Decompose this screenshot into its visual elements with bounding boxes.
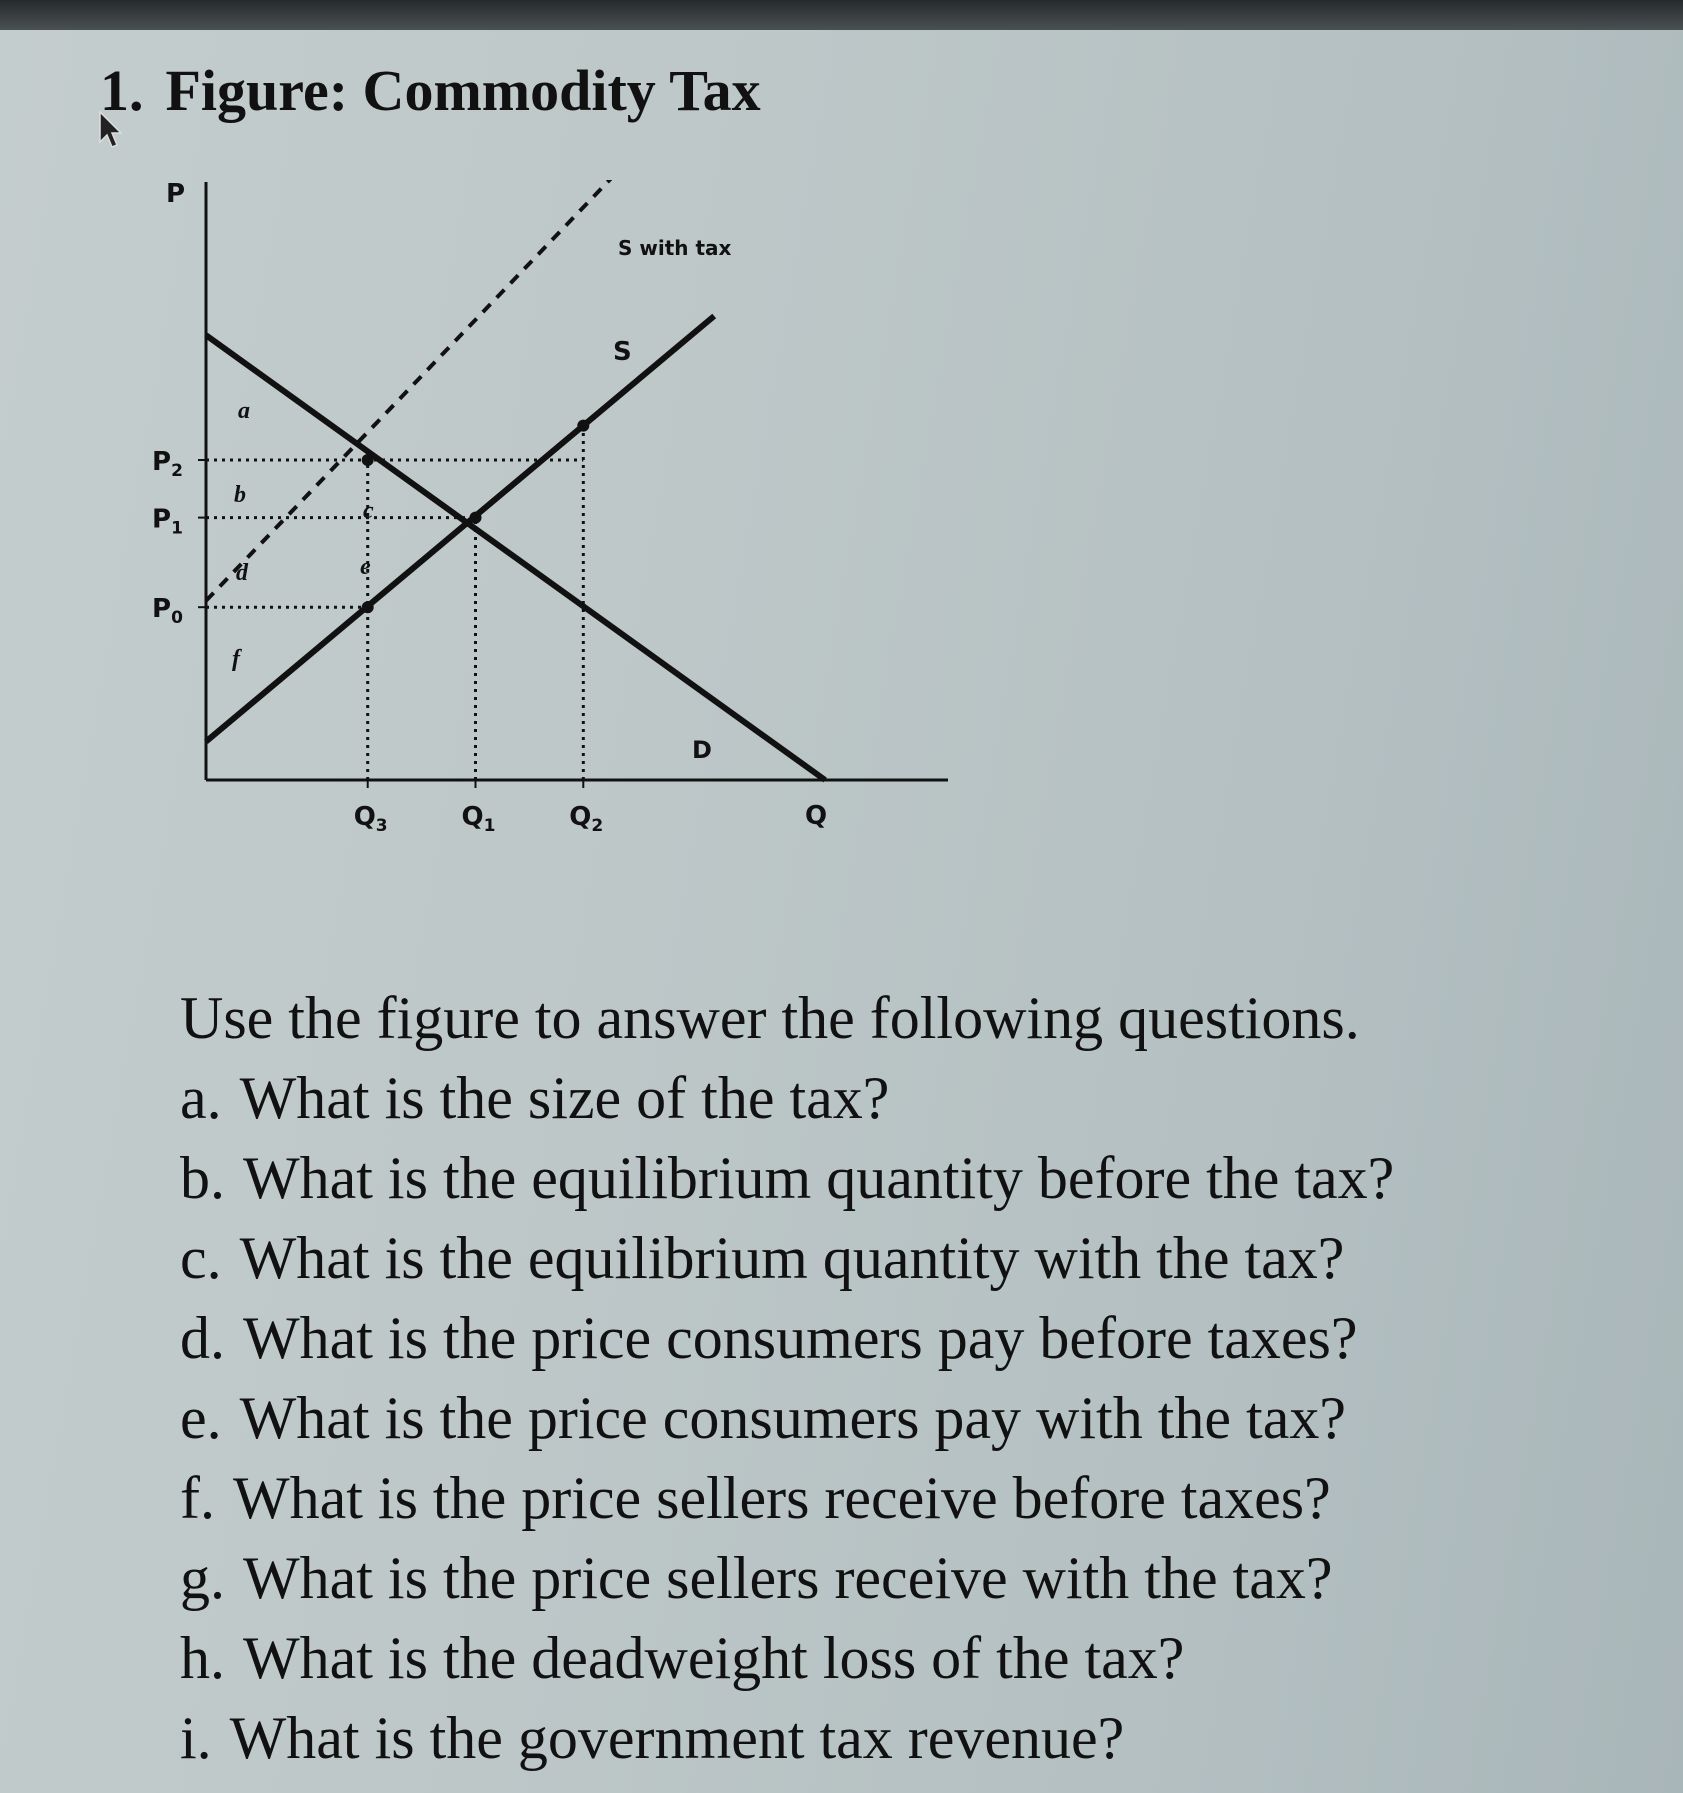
- tick-label-p1: $P_1$: [152, 504, 183, 539]
- demand-label: D: [692, 736, 712, 764]
- question-letter: h.: [180, 1625, 225, 1691]
- area-label-b: b: [234, 482, 246, 508]
- question-letter: f.: [180, 1465, 215, 1531]
- intersection-point: [362, 454, 374, 466]
- question-text: What is the price consumers pay with the tax?: [239, 1385, 1346, 1451]
- question-item: [180, 1218, 1660, 1298]
- question-item: [180, 1058, 1660, 1138]
- question-item: [180, 1698, 1660, 1778]
- area-label-a: a: [238, 398, 250, 424]
- question-text: What is the price consumers pay before taxes?: [243, 1305, 1358, 1371]
- y-axis-label: P: [166, 180, 186, 209]
- demand-curve: [206, 335, 825, 780]
- question-letter: i.: [180, 1705, 212, 1771]
- question-letter: g.: [180, 1545, 225, 1611]
- question-item: [180, 1138, 1660, 1218]
- tick-label-q1: $Q_1$: [461, 802, 496, 836]
- question-text: What is the size of the tax?: [239, 1065, 890, 1131]
- area-label-f: f: [232, 646, 240, 672]
- supply-label: S: [613, 337, 632, 367]
- tick-label-q2: $Q_2$: [569, 802, 604, 836]
- question-text: What is the deadweight loss of the tax?: [243, 1625, 1185, 1691]
- question-number: 1.: [100, 58, 144, 123]
- x-axis-label: Q: [805, 801, 828, 831]
- questions-block: [180, 978, 1660, 1778]
- supply-with-tax-label: S with tax: [618, 236, 732, 260]
- questions-intro: Use the figure to answer the following questions.: [180, 985, 1360, 1051]
- supply-curve: [206, 316, 714, 742]
- question-letter: c.: [180, 1225, 222, 1291]
- figure-heading: [100, 58, 761, 123]
- question-text: What is the price sellers receive with the tax?: [243, 1545, 1333, 1611]
- question-item: [180, 1298, 1660, 1378]
- question-letter: d.: [180, 1305, 225, 1371]
- question-text: What is the equilibrium quantity with the tax?: [239, 1225, 1345, 1291]
- tick-label-p0: $P_0$: [152, 594, 183, 629]
- supply-with-tax-curve: [206, 180, 614, 601]
- intersection-point: [470, 512, 482, 524]
- question-text: What is the government tax revenue?: [229, 1705, 1125, 1771]
- intersection-point: [577, 420, 589, 432]
- question-letter: a.: [180, 1065, 222, 1131]
- arrow-cursor-icon: [98, 110, 124, 150]
- intersection-point: [362, 601, 374, 613]
- question-item: [180, 1538, 1660, 1618]
- monitor-bezel: [0, 0, 1683, 30]
- question-letter: e.: [180, 1385, 222, 1451]
- question-text: What is the equilibrium quantity before the tax?: [243, 1145, 1395, 1211]
- area-label-d: d: [236, 560, 248, 586]
- commodity-tax-chart: [150, 180, 970, 960]
- figure-title: Figure: Commodity Tax: [165, 58, 761, 123]
- tick-label-q3: $Q_3$: [353, 802, 388, 836]
- question-item: [180, 1378, 1660, 1458]
- question-letter: b.: [180, 1145, 225, 1211]
- question-list: [180, 1058, 1660, 1778]
- question-text: What is the price sellers receive before taxes?: [232, 1465, 1331, 1531]
- tick-label-p2: $P_2$: [152, 447, 183, 481]
- question-item: [180, 1458, 1660, 1538]
- question-item: [180, 1618, 1660, 1698]
- area-label-c: c: [363, 498, 374, 524]
- area-label-e: e: [360, 554, 371, 580]
